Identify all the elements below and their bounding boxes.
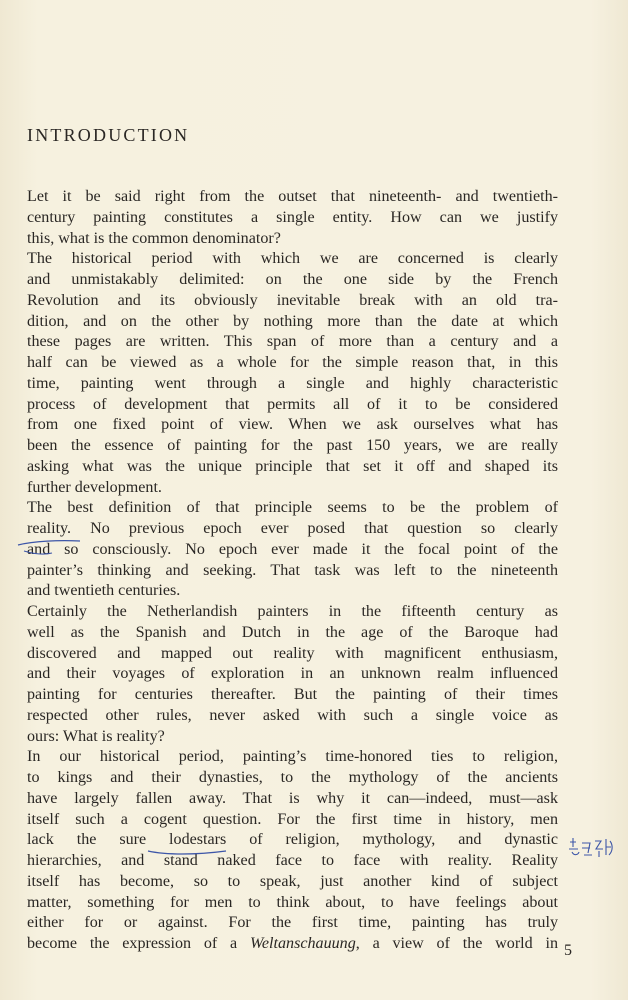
text-line: painter’s thinking and seeking. That task was left to the nineteenth bbox=[27, 561, 558, 579]
text-line: dition, and on the other by nothing more than the date at which bbox=[27, 312, 558, 330]
text-line: itself has become, so to speak, just another kind of subject bbox=[27, 872, 558, 890]
text-lines bbox=[27, 187, 558, 934]
chapter-heading: INTRODUCTION bbox=[27, 125, 190, 145]
pen-margin-note bbox=[566, 833, 616, 861]
text-line: discovered and mapped out reality with magnificent enthusiasm, bbox=[27, 644, 558, 662]
body-text bbox=[27, 187, 558, 955]
text-line: been the essence of painting for the past 150 years, we are really bbox=[27, 437, 558, 454]
text-line: The historical period with which we are concerned is clearly bbox=[27, 250, 558, 268]
text-line: and so consciously. No epoch ever made it the focal point of the bbox=[27, 540, 558, 558]
text-line: In our historical period, painting’s time-honored ties to religion, bbox=[27, 748, 558, 766]
text-line: respected other rules, never asked with such a single voice as bbox=[27, 706, 558, 724]
text-line: this, what is the common denominator? bbox=[27, 229, 281, 247]
text-line: to kings and their dynasties, to the mythology of the ancients bbox=[27, 769, 558, 786]
text-line: ours: What is reality? bbox=[27, 727, 165, 745]
text-line: have largely fallen away. That is why it can—indeed, must—ask bbox=[27, 789, 558, 807]
text-line-final bbox=[27, 934, 558, 955]
italic-term: Weltanschauung bbox=[249, 935, 356, 952]
final-line-after: , a view of the world in bbox=[355, 935, 558, 952]
text-line: reality. No previous epoch ever posed that question so clearly bbox=[27, 520, 558, 537]
text-line: and their voyages of exploration in an unknown realm influenced bbox=[27, 665, 558, 683]
text-line: process of development that permits all of it to be considered bbox=[27, 395, 558, 413]
text-line: either for or against. For the first time, painting has truly bbox=[27, 914, 558, 932]
text-line: itself such a cogent question. For the first time in history, men bbox=[27, 810, 558, 828]
text-line: well as the Spanish and Dutch in the age of the Baroque had bbox=[27, 623, 558, 641]
text-line: Revolution and its obviously inevitable break with an old tra- bbox=[27, 291, 558, 309]
text-line: Certainly the Netherlandish painters in the fifteenth century as bbox=[27, 603, 558, 620]
page-number: 5 bbox=[564, 942, 572, 959]
text-line: matter, something for men to think about, to have feelings about bbox=[27, 893, 558, 911]
final-line-before: become the expression of a bbox=[27, 935, 250, 952]
text-line: half can be viewed as a whole for the simple reason that, in this bbox=[27, 354, 558, 371]
text-line: century painting constitutes a single entity. How can we justify bbox=[27, 208, 558, 226]
text-line: painting for centuries thereafter. But the painting of their times bbox=[27, 686, 558, 703]
text-line: Let it be said right from the outset that nineteenth- and twentieth- bbox=[27, 188, 558, 205]
text-line: asking what was the unique principle that set it off and shaped its bbox=[27, 457, 558, 475]
text-line: further development. bbox=[27, 478, 162, 496]
text-line: and unmistakably delimited: on the one side by the French bbox=[27, 271, 558, 288]
text-line: these pages are written. This span of more than a century and a bbox=[27, 333, 558, 351]
text-line: time, painting went through a single and highly characteristic bbox=[27, 374, 558, 392]
text-line: lack the sure lodestars of religion, mythology, and dynastic bbox=[27, 831, 558, 849]
text-line: The best definition of that principle seems to be the problem of bbox=[27, 499, 558, 517]
text-line: from one fixed point of view. When we ask ourselves what has bbox=[27, 416, 558, 434]
text-line: and twentieth centuries. bbox=[27, 582, 181, 600]
text-line: hierarchies, and stand naked face to face with reality. Reality bbox=[27, 852, 558, 869]
